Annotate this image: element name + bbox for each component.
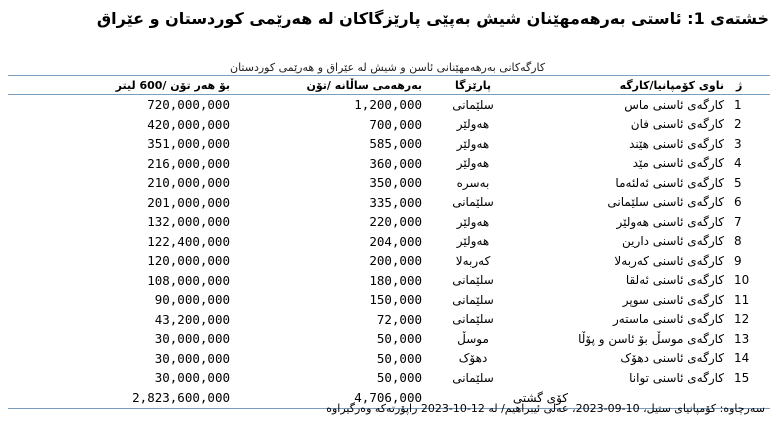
cell-name: کارگەی ئاسنی ھێند — [629, 136, 724, 151]
cell-production: 50,000 — [376, 350, 422, 366]
table-body — [8, 95, 770, 409]
cell-governorate: سلێمانی — [452, 273, 494, 288]
cell-name: کارگەی ئاسنی ھەولێر — [616, 214, 724, 229]
cell-governorate: ھەولێر — [456, 117, 490, 132]
table-header-row — [8, 76, 770, 95]
cell-price: 201,000,000 — [147, 194, 230, 210]
cell-production: 50,000 — [376, 331, 422, 347]
cell-name: کارگەی ئاسنی کەربەلا — [614, 253, 724, 268]
table-row — [8, 95, 770, 115]
header-governorate: پارێزگا — [428, 76, 518, 95]
cell-number: 1 — [734, 97, 742, 112]
cell-name: کارگەی ئاسنی فان — [630, 117, 724, 132]
cell-name: کارگەی ئاسنی توانا — [629, 370, 724, 385]
table-row — [8, 154, 770, 174]
cell-price: 108,000,000 — [147, 272, 230, 288]
cell-name: کارگەی ئاسنی مێد — [632, 156, 724, 171]
cell-production: 585,000 — [369, 136, 422, 152]
table-row — [8, 271, 770, 291]
table-row — [8, 310, 770, 330]
cell-number: 12 — [734, 312, 750, 327]
table-row — [8, 232, 770, 252]
cell-number: 14 — [734, 351, 750, 366]
table-row — [8, 212, 770, 232]
cell-governorate: سلێمانی — [452, 195, 494, 210]
cell-governorate: سلێمانی — [452, 97, 494, 112]
cell-production: 1,200,000 — [354, 97, 422, 113]
cell-price: 30,000,000 — [154, 331, 230, 347]
header-number: ژ — [728, 76, 770, 95]
cell-number: 9 — [734, 253, 742, 268]
cell-name: کارگەی ئاسنی ماستەر — [613, 312, 724, 327]
table-row — [8, 134, 770, 154]
cell-name: کارگەی ئاسنی سلێمانی — [607, 195, 724, 210]
cell-number: 6 — [734, 195, 742, 210]
total-price: 2,823,600,000 — [8, 388, 236, 409]
cell-price: 120,000,000 — [147, 253, 230, 269]
cell-governorate: سلێمانی — [452, 370, 494, 385]
cell-price: 132,000,000 — [147, 214, 230, 230]
header-production: بەرھەمی ساڵانە /تۆن — [236, 76, 428, 95]
cell-production: 150,000 — [369, 292, 422, 308]
table-row — [8, 368, 770, 388]
cell-production: 360,000 — [369, 155, 422, 171]
cell-production: 200,000 — [369, 253, 422, 269]
table-row — [8, 329, 770, 349]
cell-governorate: سلێمانی — [452, 312, 494, 327]
cell-production: 180,000 — [369, 272, 422, 288]
cell-number: 10 — [734, 273, 750, 288]
cell-production: 50,000 — [376, 370, 422, 386]
cell-price: 30,000,000 — [154, 370, 230, 386]
cell-governorate: دھۆک — [458, 351, 488, 366]
cell-number: 13 — [734, 331, 750, 346]
header-price: بۆ ھەر تۆن /600 لیتر — [8, 76, 236, 95]
cell-name: کارگەی ئاسنی ئەلئەما — [615, 175, 724, 190]
cell-number: 11 — [734, 292, 750, 307]
cell-number: 7 — [734, 214, 742, 229]
cell-name: کارگەی موسڵ بۆ ئاسن و پۆڵا — [578, 331, 724, 346]
cell-price: 216,000,000 — [147, 155, 230, 171]
cell-governorate: ھەولێر — [456, 214, 490, 229]
cell-production: 220,000 — [369, 214, 422, 230]
total-label: کۆی گشتی — [428, 388, 728, 409]
cell-production: 204,000 — [369, 233, 422, 249]
cell-name: کارگەی ئاسنی ماس — [624, 97, 724, 112]
cell-name: کارگەی ئاسنی سوپر — [622, 292, 724, 307]
cell-production: 350,000 — [369, 175, 422, 191]
cell-governorate: موسڵ — [457, 331, 489, 346]
table-caption: کارگەکانی بەرھەمھێنانی ئاسن و شیش لە عێراق و ھەرێمی کوردستان — [230, 61, 546, 74]
cell-name: کارگەی ئاسنی ئەلقا — [625, 273, 724, 288]
table-row — [8, 193, 770, 213]
cell-number: 8 — [734, 234, 742, 249]
cell-governorate: بەسرە — [456, 175, 490, 190]
cell-price: 43,200,000 — [154, 311, 230, 327]
cell-production: 700,000 — [369, 116, 422, 132]
cell-price: 90,000,000 — [154, 292, 230, 308]
cell-price: 122,400,000 — [147, 233, 230, 249]
cell-governorate: ھەولێر — [456, 234, 490, 249]
header-name: ناوی کۆمپانیا/کارگە — [518, 76, 728, 95]
total-production: 4,706,000 — [236, 388, 428, 409]
cell-price: 720,000,000 — [147, 97, 230, 113]
document-title: خشتەی 1: ئاستی بەرھەمھێنان شیش بەپێی پارێزگاکان لە ھەرێمی کوردستان و عێراق — [96, 9, 769, 28]
cell-production: 335,000 — [369, 194, 422, 210]
cell-name: کارگەی ئاسنی دارین — [622, 234, 724, 249]
cell-governorate: ھەولێر — [456, 136, 490, 151]
cell-number: 15 — [734, 370, 750, 385]
cell-governorate: ھەولێر — [456, 156, 490, 171]
cell-price: 210,000,000 — [147, 175, 230, 191]
cell-governorate: کەربەلا — [455, 253, 491, 268]
cell-governorate: سلێمانی — [452, 292, 494, 307]
table-row — [8, 290, 770, 310]
table-row — [8, 173, 770, 193]
cell-number: 3 — [734, 136, 742, 151]
cell-production: 72,000 — [376, 311, 422, 327]
cell-name: کارگەی ئاسنی دھۆک — [620, 351, 724, 366]
cell-price: 420,000,000 — [147, 116, 230, 132]
cell-number: 2 — [734, 117, 742, 132]
cell-number: 4 — [734, 156, 742, 171]
cell-price: 351,000,000 — [147, 136, 230, 152]
table-row — [8, 349, 770, 369]
cell-number: 5 — [734, 175, 742, 190]
factories-table — [8, 75, 770, 409]
table-row — [8, 251, 770, 271]
cell-price: 30,000,000 — [154, 350, 230, 366]
table-row — [8, 115, 770, 135]
source-note: سەرچاوە: کۆمپانیای ستیل، 10-09-2023، عەلی ئیبراھیم/ لە 12-10-2023 راپۆرتەکە وەرگیراوە — [326, 402, 765, 415]
